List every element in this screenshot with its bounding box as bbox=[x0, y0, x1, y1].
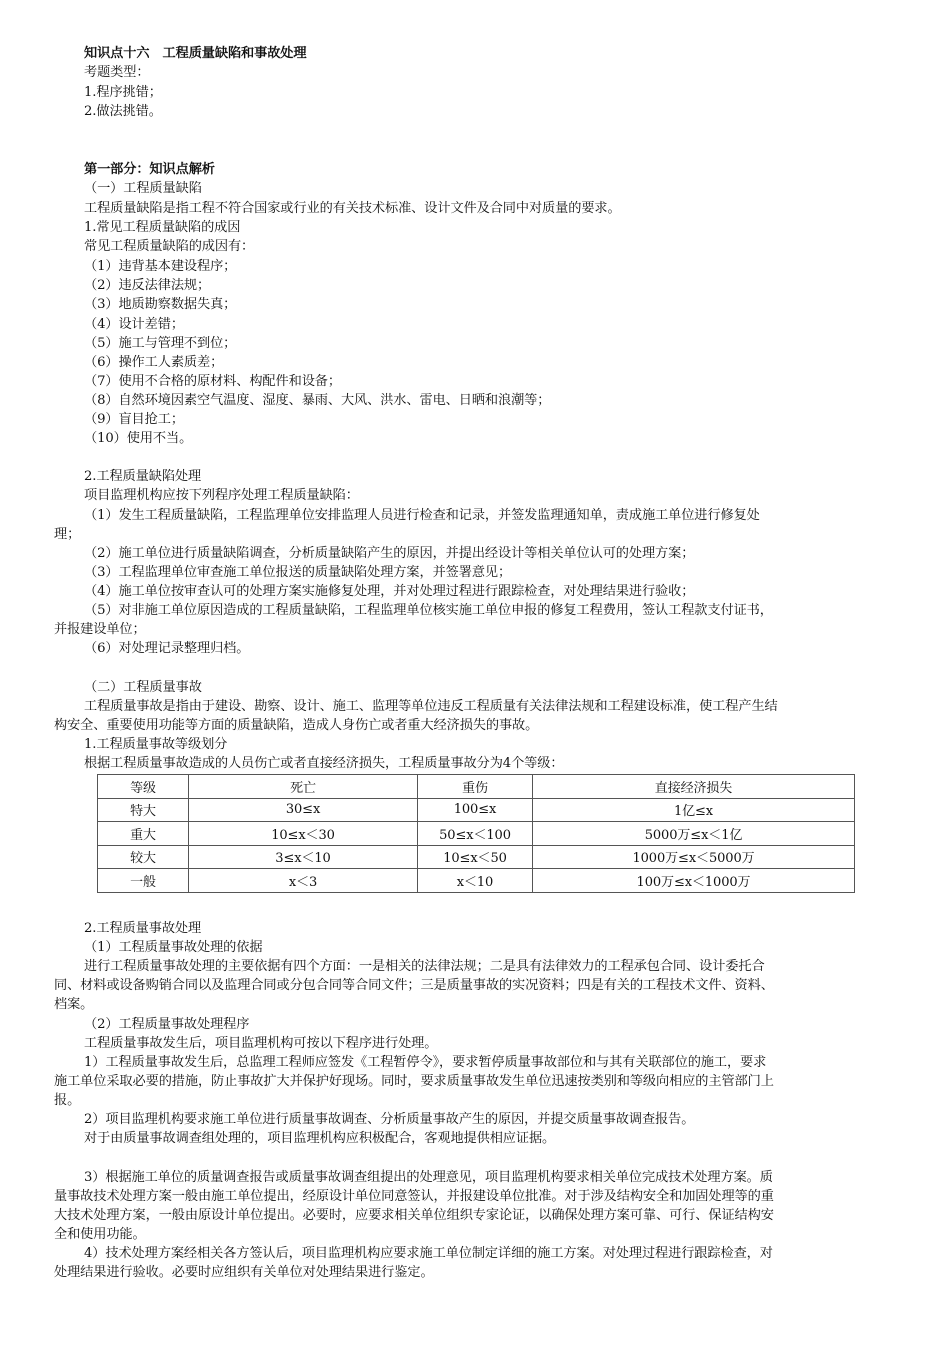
table-row bbox=[98, 869, 855, 893]
table-cell: 一般 bbox=[98, 869, 189, 893]
subsection-heading: 1.工程质量事故等级划分 bbox=[84, 737, 228, 752]
table-cell: 特大 bbox=[98, 798, 189, 822]
part1-heading: 第一部分：知识点解析 bbox=[84, 162, 215, 177]
paragraph-line: 报。 bbox=[54, 1093, 81, 1108]
procedure-item: （3）工程监理单位审查施工单位报送的质量缺陷处理方案，并签署意见； bbox=[84, 565, 512, 580]
section-heading: （一）工程质量缺陷 bbox=[84, 181, 202, 196]
table-cell: 1亿≤x bbox=[533, 798, 855, 822]
paragraph-line: 1）工程质量事故发生后，总监理工程师应签发《工程暂停令》，要求暂停质量事故部位和与其有关联部位的施工，要求 bbox=[84, 1055, 767, 1070]
table-cell: 10≤x＜30 bbox=[189, 822, 418, 846]
table-cell: x＜3 bbox=[189, 869, 418, 893]
doc-title: 知识点十六 工程质量缺陷和事故处理 bbox=[84, 46, 307, 61]
table-cell: 3≤x＜10 bbox=[189, 845, 418, 869]
table-cell: 30≤x bbox=[189, 798, 418, 822]
cause-item: （2）违反法律法规； bbox=[84, 278, 211, 293]
cause-item: （6）操作工人素质差； bbox=[84, 355, 224, 370]
paragraph-line: 工程质量事故发生后，项目监理机构可按以下程序进行处理。 bbox=[84, 1036, 438, 1051]
subsection-heading: 1.常见工程质量缺陷的成因 bbox=[84, 220, 241, 235]
subsection-heading: （1）工程质量事故处理的依据 bbox=[84, 940, 263, 955]
procedure-item: （2）施工单位进行质量缺陷调查，分析质量缺陷产生的原因，并提出经设计等相关单位认可的处理方案； bbox=[84, 546, 695, 561]
subsection-heading: （2）工程质量事故处理程序 bbox=[84, 1017, 250, 1032]
procedure-item: （1）发生工程质量缺陷，工程监理单位安排监理人员进行检查和记录，并签发监理通知单，责成施工单位进行修复处 bbox=[84, 508, 760, 523]
cause-item: （7）使用不合格的原材料、构配件和设备； bbox=[84, 374, 341, 389]
paragraph-line: 项目监理机构应按下列程序处理工程质量缺陷： bbox=[84, 488, 359, 503]
table-row bbox=[98, 798, 855, 822]
table-header-row bbox=[98, 775, 855, 799]
cause-item: （9）盲目抢工； bbox=[84, 412, 184, 427]
cause-item: （3）地质勘察数据失真； bbox=[84, 297, 237, 312]
table-row bbox=[98, 822, 855, 846]
paragraph-line: 施工单位采取必要的措施，防止事故扩大并保护好现场。同时，要求质量事故发生单位迅速按类别和等级向相应的主管部门上 bbox=[54, 1074, 774, 1089]
table-header-cell: 死亡 bbox=[189, 775, 418, 799]
cause-item: （8）自然环境因素空气温度、湿度、暴雨、大风、洪水、雷电、日晒和浪潮等； bbox=[84, 393, 551, 408]
table-cell: 50≤x＜100 bbox=[418, 822, 533, 846]
subsection-heading: 2.工程质量事故处理 bbox=[84, 921, 202, 936]
paragraph-line: 构安全、重要使用功能等方面的质量缺陷，造成人身伤亡或者重大经济损失的事故。 bbox=[54, 718, 539, 733]
section-heading: （二）工程质量事故 bbox=[84, 680, 202, 695]
paragraph-line: 2）项目监理机构要求施工单位进行质量事故调查、分析质量事故产生的原因，并提交质量事故调查报告。 bbox=[84, 1112, 695, 1127]
paragraph-line: 进行工程质量事故处理的主要依据有四个方面：一是相关的法律法规；二是具有法律效力的工程承包合同、设计委托合 bbox=[84, 959, 765, 974]
paragraph-line: 处理结果进行验收。必要时应组织有关单位对处理结果进行鉴定。 bbox=[54, 1265, 434, 1280]
cause-item: （4）设计差错； bbox=[84, 317, 184, 332]
table-cell: 较大 bbox=[98, 845, 189, 869]
paragraph-line: 3）根据施工单位的质量调查报告或质量事故调查组提出的处理意见，项目监理机构要求相关单位完成技术处理方案。质 bbox=[84, 1170, 773, 1185]
accident-grade-table bbox=[97, 774, 855, 893]
procedure-item-cont: 并报建设单位； bbox=[54, 622, 146, 637]
table-cell: 100≤x bbox=[418, 798, 533, 822]
table-cell: x＜10 bbox=[418, 869, 533, 893]
paragraph-line: 工程质量缺陷是指工程不符合国家或行业的有关技术标准、设计文件及合同中对质量的要求。 bbox=[84, 201, 621, 216]
procedure-item: （5）对非施工单位原因造成的工程质量缺陷，工程监理单位核实施工单位申报的修复工程费用，签认工程款支付证书， bbox=[84, 603, 773, 618]
paragraph-line: 4）技术处理方案经相关各方签认后，项目监理机构应要求施工单位制定详细的施工方案。对处理过程进行跟踪检查，对 bbox=[84, 1246, 773, 1261]
cause-item: （1）违背基本建设程序； bbox=[84, 259, 237, 274]
question-type-item: 2.做法挑错。 bbox=[84, 104, 162, 119]
paragraph-line: 根据工程质量事故造成的人员伤亡或者直接经济损失，工程质量事故分为4个等级： bbox=[84, 756, 564, 771]
table-cell: 重大 bbox=[98, 822, 189, 846]
question-type-item: 1.程序挑错； bbox=[84, 85, 162, 100]
subsection-heading: 2.工程质量缺陷处理 bbox=[84, 469, 202, 484]
table-cell: 10≤x＜50 bbox=[418, 845, 533, 869]
paragraph-line: 大技术处理方案，一般由原设计单位提出。必要时，应要求相关单位组织专家论证，以确保处理方案可靠、可行、保证结构安 bbox=[54, 1208, 774, 1223]
paragraph-line: 同、材料或设备购销合同以及监理合同或分包合同等合同文件；三是质量事故的实况资料；四是有关的工程技术文件、资料、 bbox=[54, 978, 774, 993]
table-header-cell: 重伤 bbox=[418, 775, 533, 799]
procedure-item: （4）施工单位按审查认可的处理方案实施修复处理，并对处理过程进行跟踪检查，对处理结果进行验收； bbox=[84, 584, 695, 599]
paragraph-line: 对于由质量事故调查组处理的，项目监理机构应积极配合，客观地提供相应证据。 bbox=[84, 1131, 556, 1146]
paragraph-line: 工程质量事故是指由于建设、勘察、设计、施工、监理等单位违反工程质量有关法律法规和工程建设标准，使工程产生结 bbox=[84, 699, 778, 714]
table-header-cell: 直接经济损失 bbox=[533, 775, 855, 799]
cause-item: （10）使用不当。 bbox=[84, 431, 193, 446]
table-header-cell: 等级 bbox=[98, 775, 189, 799]
cause-item: （5）施工与管理不到位； bbox=[84, 336, 237, 351]
question-types-label: 考题类型： bbox=[84, 65, 150, 80]
table-cell: 5000万≤x＜1亿 bbox=[533, 822, 855, 846]
paragraph-line: 档案。 bbox=[54, 997, 94, 1012]
table-cell: 100万≤x＜1000万 bbox=[533, 869, 855, 893]
paragraph-line: 全和使用功能。 bbox=[54, 1227, 146, 1242]
procedure-item: （6）对处理记录整理归档。 bbox=[84, 641, 250, 656]
table-row bbox=[98, 845, 855, 869]
paragraph-line: 常见工程质量缺陷的成因有： bbox=[84, 239, 255, 254]
procedure-item-cont: 理； bbox=[54, 527, 81, 542]
table-cell: 1000万≤x＜5000万 bbox=[533, 845, 855, 869]
paragraph-line: 量事故技术处理方案一般由施工单位提出，经原设计单位同意签认，并报建设单位批准。对于涉及结构安全和加固处理等的重 bbox=[54, 1189, 774, 1204]
